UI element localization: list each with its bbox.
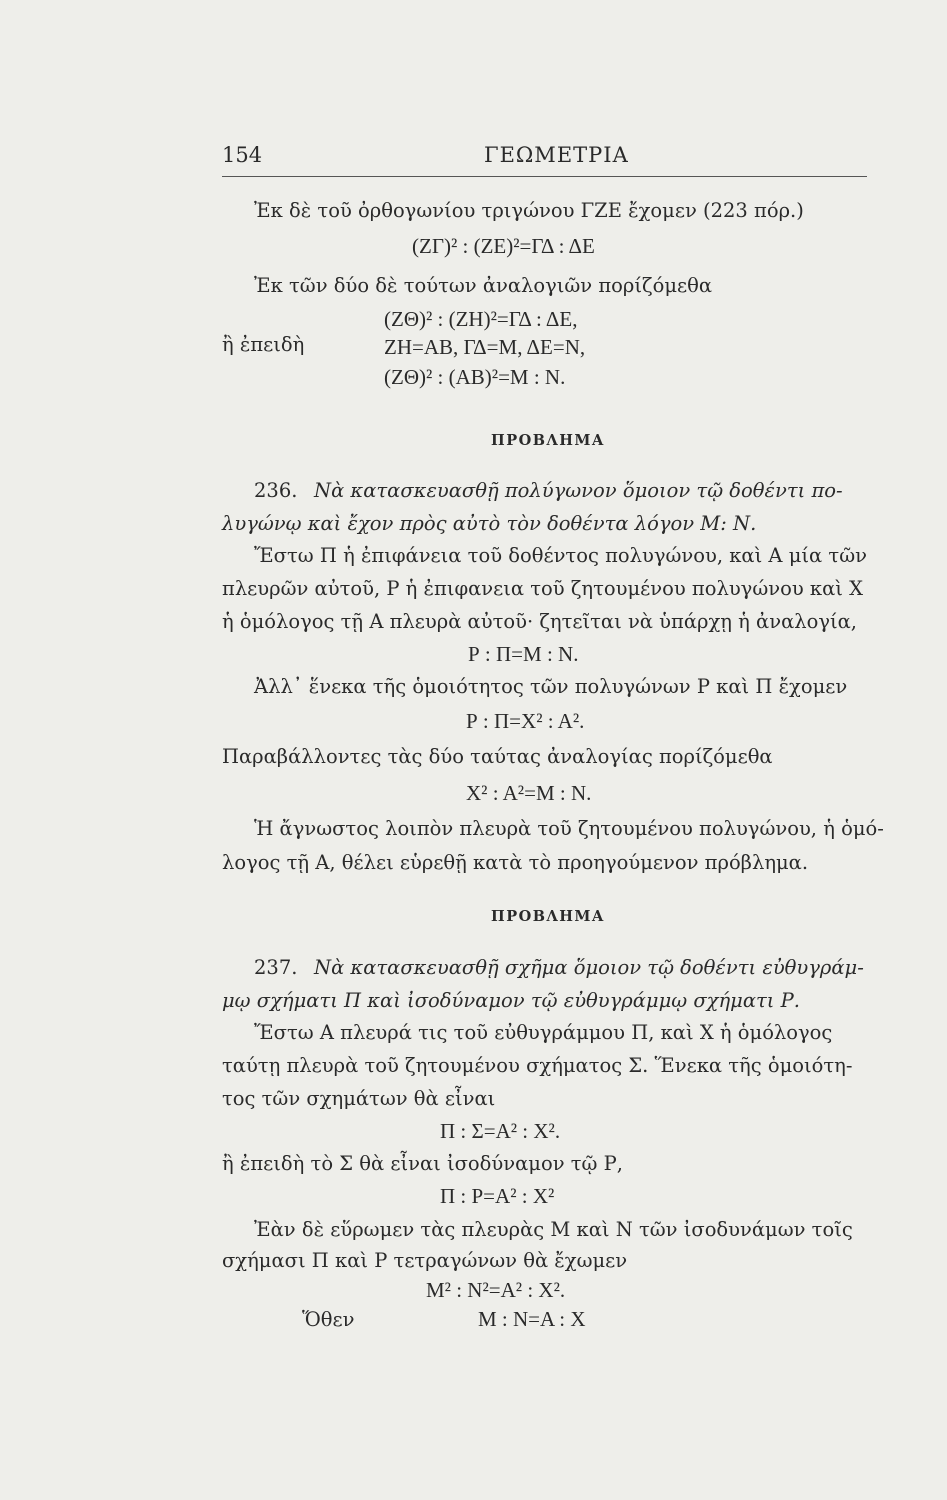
formula: Μ² : Ν²=Α² : Χ². xyxy=(426,1278,566,1302)
text-line: Ἐκ τῶν δύο δὲ τούτων ἀναλογιῶν πορίζόμεθα xyxy=(254,274,713,297)
problem-statement: Νὰ κατασκευασθῇ πολύγωνον ὅμοιον τῷ δοθέντι πο- xyxy=(314,479,843,502)
text-line: ἢ ἐπειδὴ τὸ Σ θὰ εἶναι ἰσοδύναμον τῷ Ρ, xyxy=(222,1152,623,1175)
text-line: ἡ ὁμόλογος τῇ Α πλευρὰ αὐτοῦ· ζητεῖται νὰ ὑπάρχῃ ἡ ἀναλογία, xyxy=(222,610,858,633)
formula: (ΖΘ)² : (ΑΒ)²=Μ : Ν. xyxy=(384,365,566,389)
text-line: Ἡ ἄγνωστος λοιπὸν πλευρὰ τοῦ ζητουμένου πολυγώνου, ἡ ὁμό- xyxy=(254,817,884,840)
text-line: Ἔστω Π ἡ ἐπιφάνεια τοῦ δοθέντος πολυγώνου, καὶ Α μία τῶν xyxy=(254,544,867,567)
text-line: Ἐὰν δὲ εὕρωμεν τὰς πλευρὰς Μ καὶ Ν τῶν ἰσοδυνάμων τοῖς xyxy=(254,1218,853,1241)
formula: ΖΗ=ΑΒ, ΓΔ=Μ, ΔΕ=Ν, xyxy=(384,335,586,359)
formula: Ρ : Π=Χ² : Α². xyxy=(466,709,585,733)
margin-label: Ὅθεν xyxy=(302,1308,355,1331)
formula: Π : Σ=Α² : Χ². xyxy=(440,1119,561,1143)
header-rule xyxy=(222,176,867,177)
text-line: σχήμασι Π καὶ Ρ τετραγώνων θὰ ἔχωμεν xyxy=(222,1249,628,1272)
formula: (ΖΘ)² : (ΖΗ)²=ΓΔ : ΔΕ, xyxy=(384,307,578,331)
text-line: Παραβάλλοντες τὰς δύο ταύτας ἀναλογίας πορίζόμεθα xyxy=(222,745,773,768)
section-heading: ΠΡΟΒΛΗΜΑ xyxy=(491,432,605,449)
margin-label: ἢ ἐπειδὴ xyxy=(222,333,305,356)
page-header xyxy=(222,143,867,173)
problem-statement: λυγώνῳ καὶ ἔχον πρὸς αὐτὸ τὸν δοθέντα λόγον Μ: Ν. xyxy=(222,512,757,535)
formula: Π : Ρ=Α² : Χ² xyxy=(440,1184,555,1208)
text-line: ταύτῃ πλευρὰ τοῦ ζητουμένου σχήματος Σ. Ἕνεκα τῆς ὁμοιότη- xyxy=(222,1054,853,1077)
formula: (ΖΓ)² : (ΖΕ)²=ΓΔ : ΔΕ xyxy=(412,234,595,258)
text-line: Ἔστω Α πλευρά τις τοῦ εὐθυγράμμου Π, καὶ Χ ἡ ὁμόλογος xyxy=(254,1021,833,1044)
formula: Χ² : Α²=Μ : Ν. xyxy=(466,781,592,805)
problem-statement: μῳ σχήματι Π καὶ ἰσοδύναμον τῷ εὐθυγράμμῳ σχήματι Ρ. xyxy=(222,989,800,1012)
text-line: λογος τῇ Α, θέλει εὑρεθῇ κατὰ τὸ προηγούμενον πρόβλημα. xyxy=(222,851,809,874)
text-line: Ἐκ δὲ τοῦ ὀρθογωνίου τριγώνου ΓΖΕ ἔχομεν (223 πόρ.) xyxy=(254,199,804,222)
page-number: 154 xyxy=(222,143,263,167)
problem-number: 237. xyxy=(254,956,298,979)
formula: Ρ : Π=Μ : Ν. xyxy=(468,642,579,666)
running-title: ΓΕΩΜΕΤΡΙΑ xyxy=(484,143,629,167)
text-line: πλευρῶν αὐτοῦ, Ρ ἡ ἐπιφανεια τοῦ ζητουμένου πολυγώνου καὶ Χ xyxy=(222,577,863,600)
formula: Μ : Ν=Α : Χ xyxy=(478,1307,586,1331)
text-line: τος τῶν σχημάτων θὰ εἶναι xyxy=(222,1087,496,1110)
text-line: Ἀλλ᾽ ἕνεκα τῆς ὁμοιότητος τῶν πολυγώνων Ρ καὶ Π ἔχομεν xyxy=(254,675,848,698)
problem-statement: Νὰ κατασκευασθῇ σχῆμα ὅμοιον τῷ δοθέντι εὐθυγράμ- xyxy=(314,956,864,979)
section-heading: ΠΡΟΒΛΗΜΑ xyxy=(491,908,605,925)
problem-number: 236. xyxy=(254,479,298,502)
